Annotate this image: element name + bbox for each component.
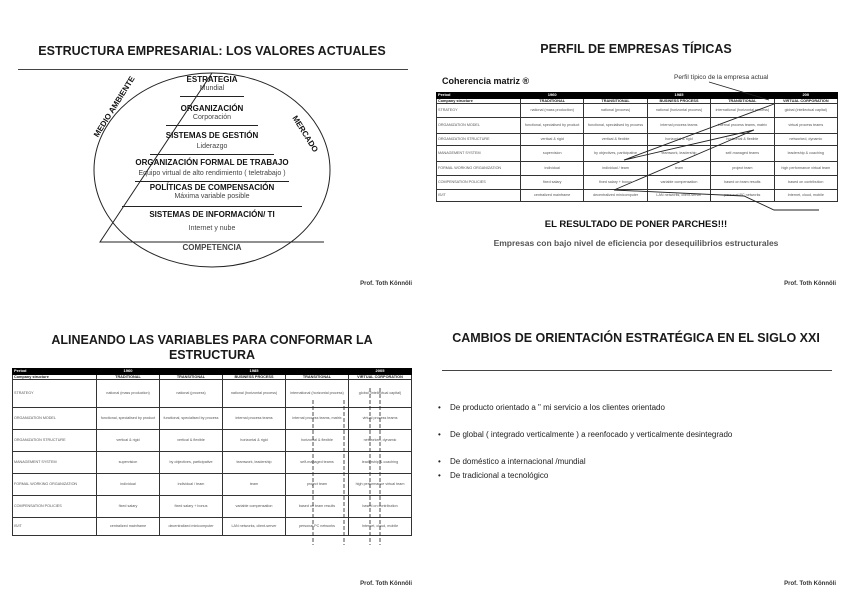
- left-side-label: MEDIO AMBIENTE: [92, 74, 137, 139]
- level-label: SISTEMAS DE INFORMACIÓN/ TI: [149, 210, 275, 219]
- table-row: MANAGEMENT SYSTEM supervision by objectives, participative teamwork, leadership self-managed teams leadership & coaching: [13, 451, 412, 473]
- table-row: MANAGEMENT SYSTEM supervision by objectives, participative teamwork, leadership self-managed teams leadership & coaching: [437, 145, 838, 161]
- bullet-dot-icon: •: [438, 471, 441, 480]
- slide-aligning-variables: [0, 300, 424, 599]
- bullet-item: • De producto orientado a " mi servicio a los clientes orientado: [438, 403, 665, 412]
- level-divider: [166, 125, 258, 126]
- level-label: ORGANIZACIÓN: [180, 104, 244, 113]
- table-row: ORGANIZATION MODEL functional, specialised by product functional, specialised by process internal process teams internal process teams, matrix virtual process teams: [13, 407, 412, 429]
- result-text: Empresas con bajo nivel de eficiencia por desequilibrios estructurales: [493, 238, 779, 248]
- bullet-item: • De tradicional a tecnológico: [438, 471, 549, 480]
- bullet-dot-icon: •: [438, 403, 441, 412]
- level-sub: Equipo virtual de alto rendimiento ( teletrabajo ): [138, 170, 286, 177]
- slide1-title: ESTRUCTURA EMPRESARIAL: LOS VALORES ACTUALES: [38, 44, 386, 58]
- level-sub: Corporación: [192, 114, 232, 121]
- level-label: ORGANIZACIÓN FORMAL DE TRABAJO: [135, 158, 289, 167]
- table-row: IS/IT centralized mainframe decentralized minicomputer LAN networks, client-server personal PC networks Internet, cloud, mobile: [13, 517, 412, 535]
- footer-author: Prof. Toth Könnöli: [784, 281, 836, 287]
- footer-author: Prof. Toth Könnöli: [360, 281, 412, 287]
- level-divider: [135, 181, 289, 182]
- level-divider: [180, 96, 244, 97]
- table-row: FORMAL WORKING ORGANIZATION individual individual / team team project team high performance virtual team: [13, 473, 412, 495]
- level-divider: [122, 206, 302, 207]
- table-row: STRATEGY national (mass production) national (process) national (horizontal process) international (horizontal process) global (intellectual capital): [13, 379, 412, 407]
- table-row: FORMAL WORKING ORGANIZATION individual individual / team team project team high performance virtual team: [437, 161, 838, 175]
- level-label: ESTRATEGIA: [186, 75, 238, 84]
- callout-label: Perfil típico de la empresa actual: [674, 74, 769, 81]
- table-row: ORGANIZATION MODEL functional, specialised by product functional, specialised by process internal process teams internal process teams, matrix virtual process teams: [437, 117, 838, 133]
- alignment-dashed-overlay: [0, 300, 424, 599]
- level-sub: Liderazgo: [196, 143, 228, 150]
- alignment-matrix-table: Period 1960 1985 2005 Company structure TRADITIONAL TRANSITIONAL BUSINESS PROCESS TRANSITIONAL VIRTUAL CORPORATION STRATEGY national (mass production) national (process) national (horizontal process) international (horizontal process) global (intellectual capital) ORGANIZATION MODEL functional, specialised by product functional, specialised by process internal process teams internal process teams, matrix virtual process teams ORGANIZATION STRUCTURE vertical & rigid vertical & flexible horizontal & rigid horizontal & flexible networked, dynamic MANAGEMENT SYSTEM supervision by objectives, participative teamwork, leadership self-managed teams leadership & coaching FORMAL WORKING ORGANIZATION individual individual / team team project team high performance virtual team COMPENSATION POLICIES fixed salary fixed salary + bonus variable compensation based on team results based on contribution IS/IT centralized mainframe decentralized minicomputer LAN networks, client-server personal PC networks Internet, cloud, mobile: [12, 368, 412, 536]
- slide-typical-profiles: [424, 0, 848, 299]
- bullet-item: • De doméstico a internacional /mundial: [438, 457, 586, 466]
- right-side-label: MERCADO: [290, 114, 320, 154]
- table-row: ORGANIZATION STRUCTURE vertical & rigid vertical & flexible horizontal & rigid horizontal & flexible networked, dynamic: [13, 429, 412, 451]
- footer-author: Prof. Toth Könnöli: [360, 581, 412, 587]
- level-label: POLÍTICAS DE COMPENSACIÓN: [149, 183, 275, 192]
- footer-author: Prof. Toth Könnöli: [784, 581, 836, 587]
- slide3-title: ALINEANDO LAS VARIABLES PARA CONFORMAR LA ESTRUCTURA: [51, 333, 373, 362]
- slide4-title-underline: [442, 370, 832, 371]
- level-sub: Mundial: [199, 85, 225, 92]
- result-heading: EL RESULTADO DE PONER PARCHES!!!: [544, 219, 728, 230]
- table-row: COMPENSATION POLICIES fixed salary fixed salary + bonus variable compensation based on team results based on contribution: [437, 175, 838, 189]
- table-row: ORGANIZATION STRUCTURE vertical & rigid vertical & flexible horizontal & rigid horizontal & flexible networked, dynamic: [437, 133, 838, 145]
- bullet-dot-icon: •: [438, 430, 441, 439]
- level-sub: Internet y nube: [188, 225, 236, 232]
- slide2-subtitle: Coherencia matriz ®: [442, 76, 530, 86]
- profile-zigzag-line: [424, 0, 848, 299]
- slide4-title: CAMBIOS DE ORIENTACIÓN ESTRATÉGICA EN EL SIGLO XXI: [452, 331, 820, 345]
- level-sub: Máxima variable posible: [174, 193, 250, 200]
- slide-strategic-changes: [424, 300, 848, 599]
- level-label: SISTEMAS DE GESTIÓN: [165, 131, 259, 140]
- bullet-dot-icon: •: [438, 457, 441, 466]
- base-label: COMPETENCIA: [182, 243, 242, 252]
- level-divider: [150, 154, 274, 155]
- slide-structure-values: [0, 0, 424, 299]
- bullet-item: • De global ( integrado verticalmente ) a reenfocado y verticalmente desintegrado: [438, 430, 733, 439]
- slide2-title: PERFIL DE EMPRESAS TÍPICAS: [540, 42, 732, 56]
- table-row: COMPENSATION POLICIES fixed salary fixed salary + bonus variable compensation based on team results based on contribution: [13, 495, 412, 517]
- profile-matrix-table: Period 1960 1985 200 Company structure TRADITIONAL TRANSITIONAL BUSINESS PROCESS TRANSITIONAL VIRTUAL CORPORATION STRATEGY national (mass production) national (process) national (horizontal process) international (horizontal process) global (intellectual capital) ORGANIZATION MODEL functional, specialised by product functional, specialised by process internal process teams internal process teams, matrix virtual process teams ORGANIZATION STRUCTURE vertical & rigid vertical & flexible horizontal & rigid horizontal & flexible networked, dynamic MANAGEMENT SYSTEM supervision by objectives, participative teamwork, leadership self-managed teams leadership & coaching FORMAL WORKING ORGANIZATION individual individual / team team project team high performance virtual team COMPENSATION POLICIES fixed salary fixed salary + bonus variable compensation based on team results based on contribution IS/IT centralized mainframe decentralized minicomputer LAN networks, client-server personal PC networks Internet, cloud, mobile: [436, 92, 838, 202]
- table-row: IS/IT centralized mainframe decentralized minicomputer LAN networks, client-server personal PC networks Internet, cloud, mobile: [437, 189, 838, 201]
- table-row: STRATEGY national (mass production) national (process) national (horizontal process) international (horizontal process) global (intellectual capital): [437, 103, 838, 117]
